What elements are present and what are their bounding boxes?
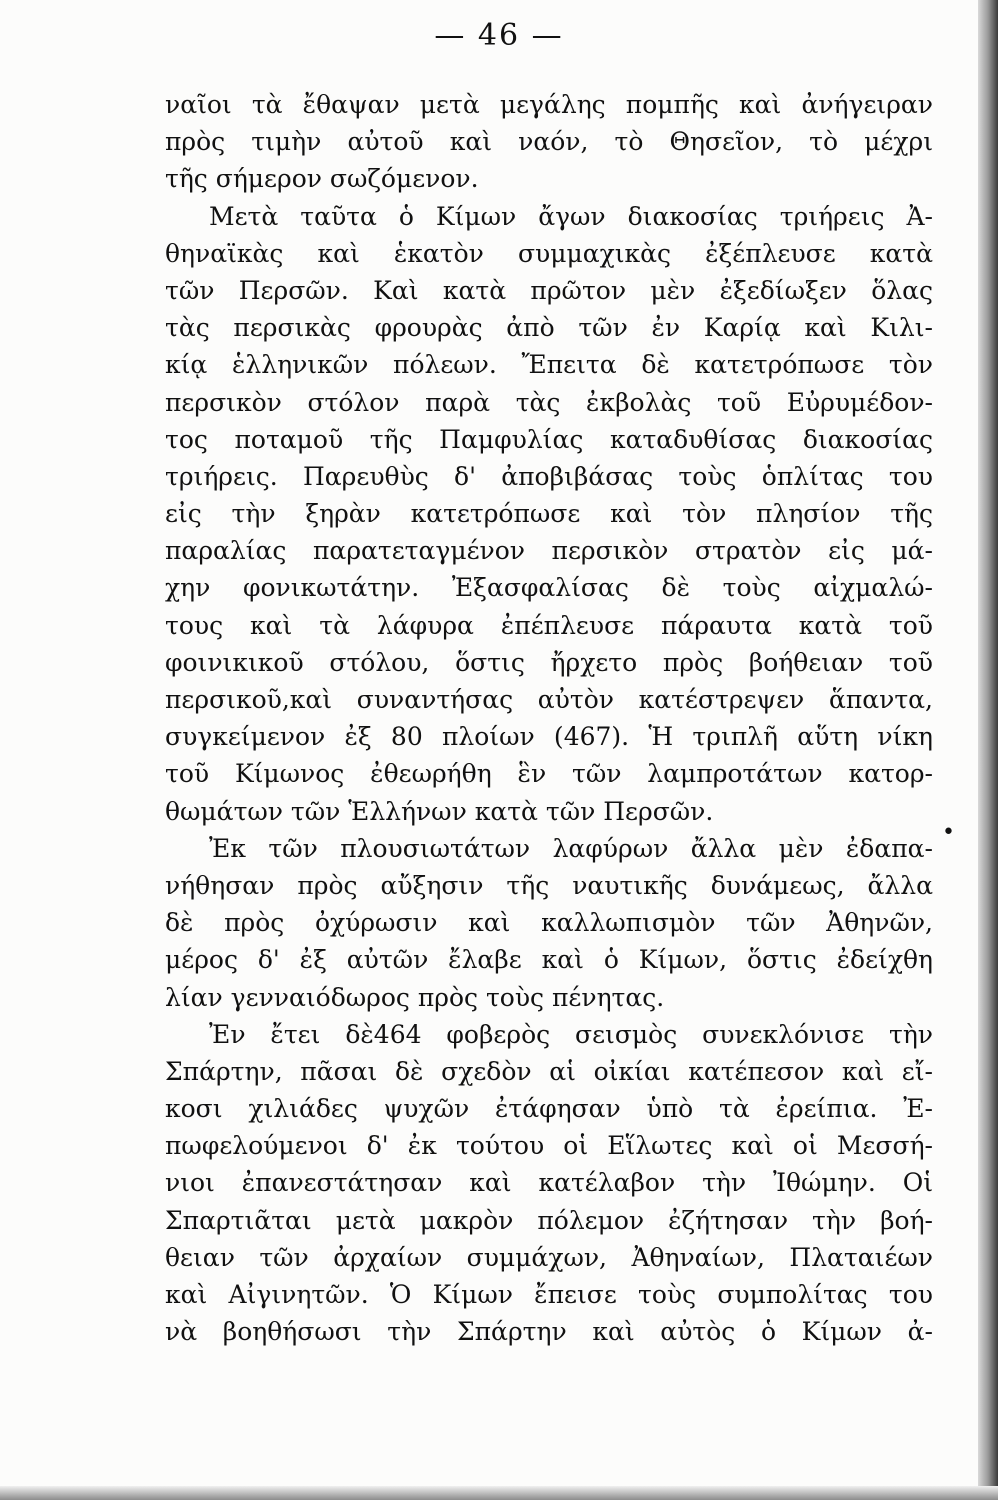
- text-line: τους καὶ τὰ λάφυρα ἐπέπλευσε πάραυτα κατὰ τοῦ: [165, 610, 933, 640]
- body-text: [165, 86, 933, 1350]
- text-line: τῶν Περσῶν. Καὶ κατὰ πρῶτον μὲν ἐξεδίωξεν ὅλας: [165, 275, 933, 305]
- text-line: Σπαρτιᾶται μετὰ μακρὸν πόλεμον ἐζήτησαν τὴν βοή-: [165, 1205, 933, 1235]
- text-line: χην φονικωτάτην. Ἐξασφαλίσας δὲ τοὺς αἰχμαλώ-: [165, 573, 933, 603]
- text-line: λίαν γενναιόδωρος πρὸς τοὺς πένητας.: [165, 982, 665, 1012]
- page-edge-shadow: [978, 0, 998, 1500]
- text-line: πωφελούμενοι δ' ἐκ τούτου οἱ Εἵλωτες καὶ οἱ Μεσσή-: [165, 1131, 933, 1161]
- text-line: θωμάτων τῶν Ἑλλήνων κατὰ τῶν Περσῶν.: [165, 796, 714, 826]
- text-line: τὰς περσικὰς φρουρὰς ἀπὸ τῶν ἐν Καρίᾳ καὶ Κιλι-: [165, 313, 933, 343]
- text-line: τος ποταμοῦ τῆς Παμφυλίας καταδυθίσας διακοσίας: [165, 424, 933, 454]
- text-line: Ἐκ τῶν πλουσιωτάτων λαφύρων ἄλλα μὲν ἐδαπα-: [209, 833, 933, 863]
- text-line: Σπάρτην, πᾶσαι δὲ σχεδὸν αἱ οἰκίαι κατέπεσον καὶ εἴ-: [165, 1056, 933, 1086]
- text-line: συγκείμενον ἐξ 80 πλοίων (467). Ἡ τριπλῆ αὕτη νίκη: [165, 722, 933, 752]
- text-line: μέρος δ' ἐξ αὐτῶν ἔλαβε καὶ ὁ Κίμων, ὅστις ἐδείχθη: [165, 945, 933, 975]
- text-line: τῆς σήμερον σωζόμενον.: [165, 164, 479, 194]
- text-line: παραλίας παρατεταγμένον περσικὸν στρατὸν εἰς μά-: [165, 536, 933, 566]
- text-line: φοινικικοῦ στόλου, ὅστις ἤρχετο πρὸς βοήθειαν τοῦ: [165, 647, 933, 677]
- text-line: κίᾳ ἑλληνικῶν πόλεων. Ἔπειτα δὲ κατετρόπωσε τὸν: [165, 350, 933, 380]
- page-number: — 46 —: [434, 18, 564, 53]
- text-line: περσικὸν στόλον παρὰ τὰς ἐκβολὰς τοῦ Εὐρυμέδον-: [165, 387, 933, 417]
- margin-dot: •: [942, 820, 955, 845]
- page-bottom-shadow: [0, 1486, 998, 1500]
- text-line: νήθησαν πρὸς αὔξησιν τῆς ναυτικῆς δυνάμεως, ἄλλα: [165, 870, 933, 900]
- text-line: τοῦ Κίμωνος ἐθεωρήθη ἓν τῶν λαμπροτάτων κατορ-: [165, 759, 933, 789]
- text-line: περσικοῦ,καὶ συναντήσας αὐτὸν κατέστρεψεν ἅπαντα,: [165, 685, 933, 714]
- text-line: ναῖοι τὰ ἔθαψαν μετὰ μεγάλης πομπῆς καὶ ἀνήγειραν: [165, 90, 933, 119]
- text-line: καὶ Αἰγινητῶν. Ὁ Κίμων ἔπεισε τοὺς συμπολίτας του: [165, 1280, 933, 1309]
- text-line: κοσι χιλιάδες ψυχῶν ἐτάφησαν ὑπὸ τὰ ἐρείπια. Ἐ-: [165, 1094, 933, 1124]
- text-line: θειαν τῶν ἀρχαίων συμμάχων, Ἀθηναίων, Πλαταιέων: [165, 1242, 933, 1272]
- text-line: θηναϊκὰς καὶ ἑκατὸν συμμαχικὰς ἐξέπλευσε κατὰ: [165, 238, 933, 268]
- text-line: δὲ πρὸς ὀχύρωσιν καὶ καλλωπισμὸν τῶν Ἀθηνῶν,: [165, 908, 933, 938]
- text-line: νὰ βοηθήσωσι τὴν Σπάρτην καὶ αὐτὸς ὁ Κίμων ἀ-: [165, 1317, 933, 1347]
- text-line: εἰς τὴν ξηρὰν κατετρόπωσε καὶ τὸν πλησίον τῆς: [165, 499, 933, 529]
- text-line: Ἐν ἔτει δὲ464 φοβερὸς σεισμὸς συνεκλόνισε τὴν: [209, 1019, 933, 1049]
- text-line: πρὸς τιμὴν αὐτοῦ καὶ ναόν, τὸ Θησεῖον, τὸ μέχρι: [165, 127, 933, 157]
- text-line: Μετὰ ταῦτα ὁ Κίμων ἄγων διακοσίας τριήρεις Ἀ-: [209, 201, 933, 231]
- text-line: τριήρεις. Παρευθὺς δ' ἀποβιβάσας τοὺς ὁπλίτας του: [165, 461, 933, 491]
- text-line: νιοι ἐπανεστάτησαν καὶ κατέλαβον τὴν Ἰθώμην. Οἱ: [165, 1168, 933, 1198]
